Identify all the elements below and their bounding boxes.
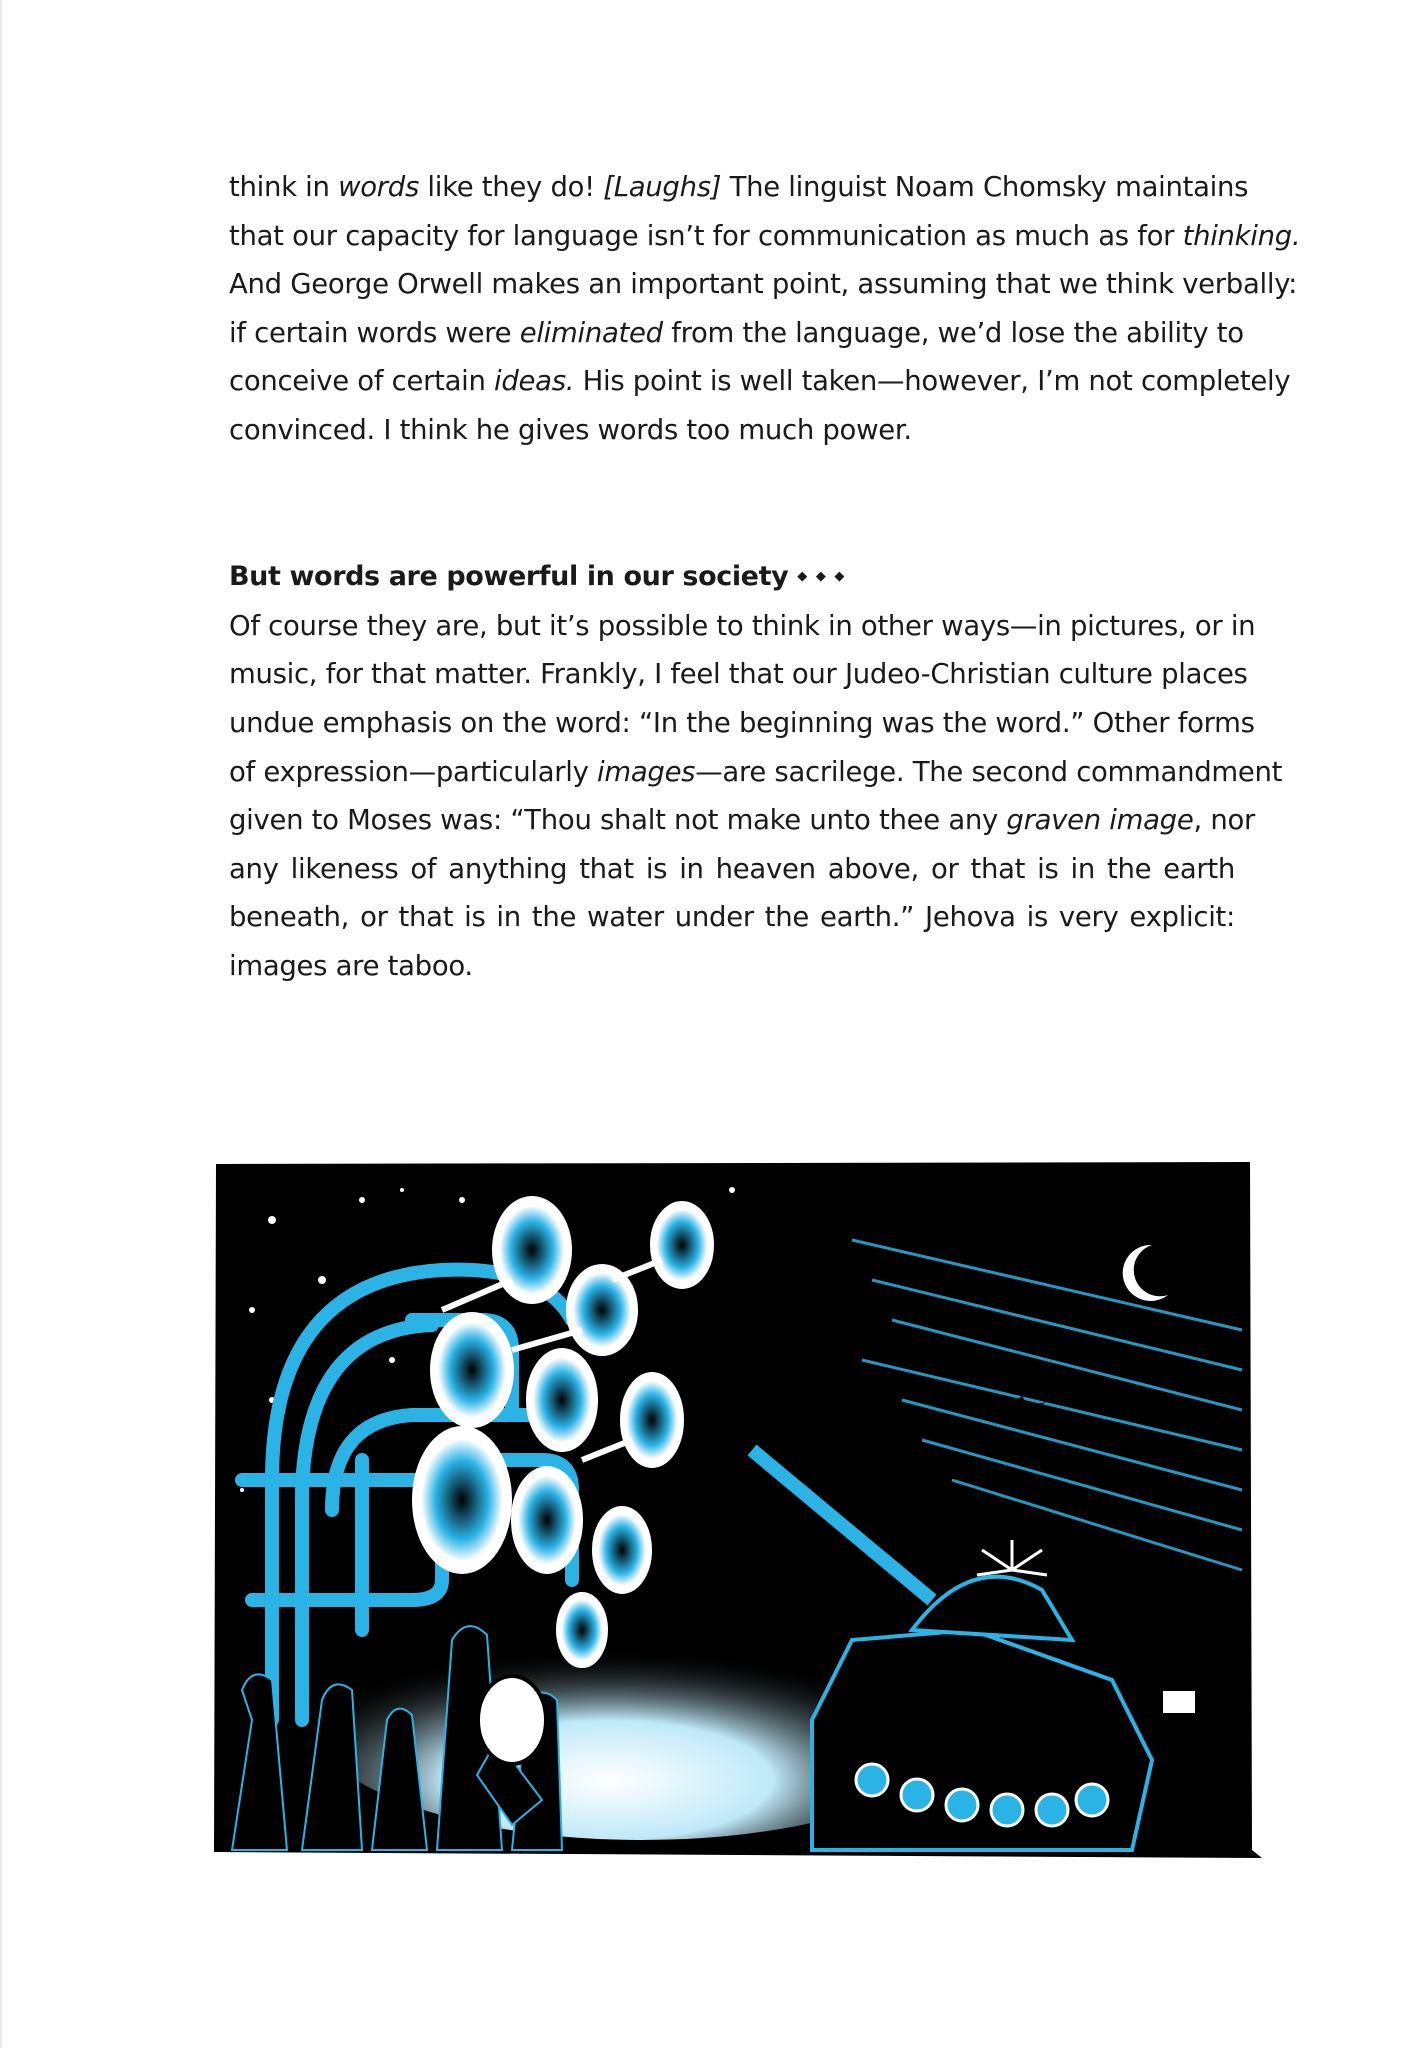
paragraph-2-line-1: Of course they are, but it’s possible to think in other ways—in pictures, or in: [229, 609, 1256, 642]
interview-question: But words are powerful in our society ◆ ◆ ◆: [229, 561, 847, 592]
paragraph-2-line-4: of expression—particularly images—are sacrilege. The second commandment: [229, 755, 1283, 788]
paragraph-1-line-3: And George Orwell makes an important point, assuming that we think verbally:: [229, 268, 1298, 301]
ellipsis-diamonds: ◆ ◆ ◆: [797, 569, 847, 585]
paragraph-1: [229, 163, 1301, 455]
paragraph-2-line-6: any likeness of anything that is in heaven above, or that is in the earth: [229, 852, 1235, 885]
paragraph-1-line-6: convinced. I think he gives words too much power.: [229, 413, 912, 446]
paragraph-1-line-1: think in words like they do! [Laughs] The linguist Noam Chomsky maintains: [229, 171, 1249, 203]
paragraph-2-line-3: undue emphasis on the word: “In the beginning was the word.” Other forms: [229, 706, 1255, 739]
paragraph-1-line-5: conceive of certain ideas. His point is well taken—however, I’m not completely: [229, 365, 1291, 398]
paragraph-1-line-4: if certain words were eliminated from the language, we’d lose the ability to: [229, 316, 1244, 349]
paragraph-2-line-2: music, for that matter. Frankly, I feel that our Judeo-Christian culture places: [229, 658, 1248, 691]
paragraph-2-line-5: given to Moses was: “Thou shalt not make unto thee any graven image, nor: [229, 804, 1256, 837]
paragraph-2-line-8: images are taboo.: [229, 949, 473, 982]
paragraph-2-line-7: beneath, or that is in the water under the earth.” Jehova is very explicit:: [229, 901, 1235, 934]
drum: [478, 1676, 546, 1764]
paragraph-1-line-2: that our capacity for language isn’t for communication as much as for thinking.: [229, 219, 1301, 252]
flag: [1162, 1690, 1196, 1714]
page-edge-rule: [0, 0, 2, 2048]
woodcut-illustration: [212, 1160, 1264, 1860]
paragraph-2: [229, 553, 1283, 991]
